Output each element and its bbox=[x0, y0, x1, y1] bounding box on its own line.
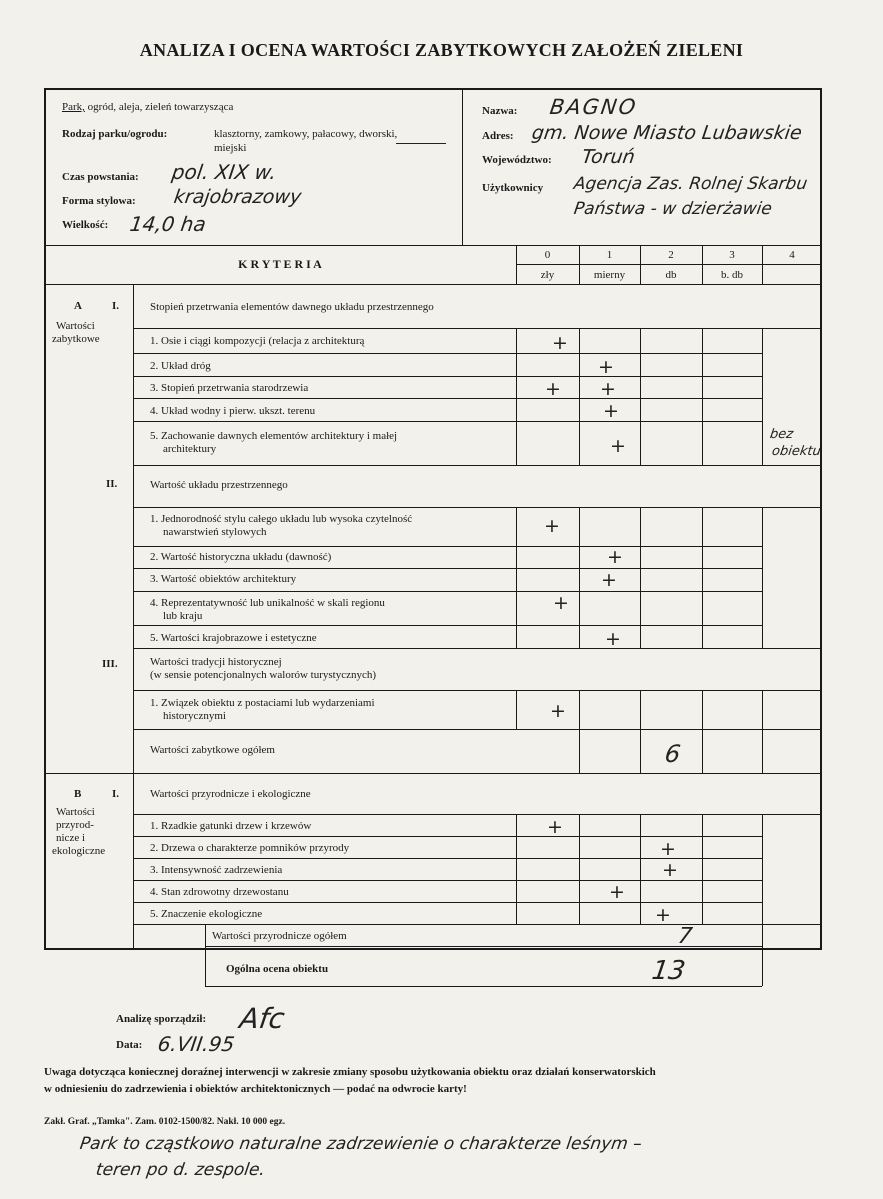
header-bottom-line bbox=[44, 245, 822, 246]
row-b1-1: 1. Rzadkie gatunki drzew i krzewów bbox=[150, 820, 312, 832]
row-a1-1: 1. Osie i ciągi kompozycji (relacja z architekturą bbox=[150, 335, 365, 347]
grid-row-line-a1-4 bbox=[133, 421, 762, 422]
warning-line-2 bbox=[44, 1081, 834, 1098]
section-a-name-1: Wartości bbox=[56, 320, 95, 332]
forma-label: Forma stylowa: bbox=[62, 195, 136, 207]
row-a1-5a: 5. Zachowanie dawnych elementów architektury i małej bbox=[150, 430, 398, 442]
grid-col-a3-2 bbox=[640, 690, 641, 729]
rodzaj-label: Rodzaj parku/ogrodu: bbox=[62, 128, 168, 140]
warning-line-2a: w odniesieniu do zadrzewienia i obiektów architektonicznych — bbox=[44, 1083, 345, 1095]
grid-col-a3-1 bbox=[579, 690, 580, 729]
mark-a2-3: + bbox=[601, 569, 617, 591]
wojewodztwo-value: Toruń bbox=[580, 146, 637, 168]
row-a3-1a: 1. Związek obiektu z postaciami lub wydarzeniami bbox=[150, 697, 375, 709]
grid-row-line-a2-1 bbox=[133, 546, 762, 547]
grid-col-b1-1 bbox=[579, 814, 580, 924]
grid-col-a1-0 bbox=[516, 328, 517, 465]
grade-3-num: 3 bbox=[729, 249, 735, 261]
group-a2-heading: Wartość układu przestrzennego bbox=[150, 479, 288, 491]
grid-col-a3-4 bbox=[762, 690, 763, 729]
grid-col-a1-2 bbox=[640, 328, 641, 465]
criteria-header-bottom bbox=[44, 284, 822, 285]
row-a2-1a: 1. Jednorodność stylu całego układu lub wysoka czytelność bbox=[150, 513, 413, 525]
mark-b1-4: + bbox=[609, 881, 625, 903]
grade-header-mid-line bbox=[516, 264, 822, 265]
row-a2-3: 3. Wartość obiektów architektury bbox=[150, 573, 297, 585]
warning-bold: Uwaga dotycząca koniecznej doraźnej interwencji bbox=[44, 1066, 279, 1078]
row-a2-4b: lub kraju bbox=[163, 610, 203, 622]
grid-row-line-a1-3 bbox=[133, 398, 762, 399]
row-b1-4: 4. Stan zdrowotny drzewostanu bbox=[150, 886, 289, 898]
object-type-line bbox=[62, 101, 233, 114]
section-a-name-2: zabytkowe bbox=[52, 333, 100, 345]
mark-b1-2: + bbox=[660, 838, 676, 860]
row-a1-3: 3. Stopień przetrwania starodrzewia bbox=[150, 382, 309, 394]
grid-row-line-a1-1 bbox=[133, 353, 762, 354]
grid-row-line-b1-4 bbox=[133, 902, 762, 903]
hand-note-2: teren po d. zespole. bbox=[94, 1160, 267, 1180]
warning-line-2b: podać na odwrocie karty! bbox=[346, 1083, 467, 1095]
mark-b1-1: + bbox=[547, 816, 563, 838]
mark-b1-3: + bbox=[662, 859, 678, 881]
grid-overall-right bbox=[762, 946, 763, 986]
grid-col-b1-2 bbox=[640, 814, 641, 924]
section-b-name-3: nicze i bbox=[56, 832, 86, 844]
adres-label: Adres: bbox=[482, 130, 514, 142]
nazwa-value: BAGNO bbox=[548, 95, 639, 119]
grid-col-atot-2 bbox=[640, 729, 641, 773]
forma-value: krajobrazowy bbox=[172, 186, 303, 208]
page-title: ANALIZA I OCENA WARTOŚCI ZABYTKOWYCH ZAŁOŻEŃ ZIELENI bbox=[139, 40, 744, 60]
grid-col-a2-2 bbox=[640, 507, 641, 648]
mark-a3-1: + bbox=[550, 700, 566, 722]
mark-a1-3b: + bbox=[600, 378, 616, 400]
mark-a1-1: + bbox=[552, 332, 568, 354]
hand-note-1: Park to cząstkowo naturalne zadrzewienie o charakterze leśnym – bbox=[78, 1134, 644, 1154]
grade-0-num: 0 bbox=[544, 249, 551, 261]
mark-a1-3a: + bbox=[545, 378, 561, 400]
warning-rest: w zakresie zmiany sposobu użytkowania obiektu oraz działań konserwatorskich bbox=[281, 1066, 656, 1078]
grid-col-a3-3 bbox=[702, 690, 703, 729]
grid-line-b1-heading-bottom bbox=[133, 814, 822, 815]
mark-a2-1: + bbox=[544, 515, 560, 537]
a-total-value: 6 bbox=[663, 740, 683, 768]
mark-a1-4: + bbox=[603, 400, 619, 422]
section-a-roman: I. bbox=[112, 300, 120, 312]
mark-a2-4: + bbox=[553, 592, 569, 614]
grade-2-label: db bbox=[665, 269, 677, 281]
grid-col-b1-0 bbox=[516, 814, 517, 924]
row-a2-2: 2. Wartość historyczna układu (dawność) bbox=[150, 551, 332, 563]
uzytkownicy-label: Użytkownicy bbox=[482, 182, 544, 194]
grade-1-num: 1 bbox=[606, 249, 613, 261]
row-a1-4: 4. Układ wodny i pierw. ukszt. terenu bbox=[150, 405, 316, 417]
grid-col-a1-3 bbox=[702, 328, 703, 465]
czas-value: pol. XIX w. bbox=[170, 160, 278, 184]
grid-overall-bottom bbox=[205, 986, 762, 987]
grid-col-a2-3 bbox=[702, 507, 703, 648]
grade-1-label: mierny bbox=[593, 269, 626, 281]
row-b1-5: 5. Znaczenie ekologiczne bbox=[150, 908, 263, 920]
warning-line-1 bbox=[44, 1064, 834, 1081]
grade-4-num: 4 bbox=[789, 249, 795, 261]
group-a3-heading-1: Wartości tradycji historycznej bbox=[150, 656, 282, 668]
row-a-total: Wartości zabytkowe ogółem bbox=[150, 744, 275, 756]
grid-block-bottom-b1 bbox=[133, 924, 822, 925]
header-divider bbox=[462, 88, 463, 245]
grid-col-atot-3 bbox=[702, 729, 703, 773]
dworski-underline bbox=[396, 143, 446, 144]
grid-col-a2-0 bbox=[516, 507, 517, 648]
section-b-name-1: Wartości bbox=[56, 806, 95, 818]
b-total-value: 7 bbox=[676, 924, 694, 949]
mark-a2-2: + bbox=[607, 546, 623, 568]
row-a1-2: 2. Układ dróg bbox=[150, 360, 211, 372]
rodzaj-options-2: miejski bbox=[214, 142, 247, 154]
overall-value: 13 bbox=[649, 956, 688, 986]
row-overall: Ogólna ocena obiektu bbox=[226, 963, 329, 975]
date-value: 6.VII.95 bbox=[156, 1032, 237, 1056]
wojewodztwo-label: Województwo: bbox=[482, 154, 552, 166]
section-col-line bbox=[133, 284, 134, 949]
grid-line-a2-heading-bottom bbox=[133, 507, 822, 508]
analyst-signature: Afc bbox=[237, 1002, 287, 1035]
czas-label: Czas powstania: bbox=[62, 171, 139, 183]
grid-row-line-a2-3 bbox=[133, 591, 762, 592]
grid-col-b1-3 bbox=[702, 814, 703, 924]
group-a3-heading-2: (w sensie potencjonalnych walorów turystycznych) bbox=[150, 669, 377, 681]
uzytkownicy-value-2: Państwa - w dzierżawie bbox=[572, 199, 774, 219]
grid-col-a2-4 bbox=[762, 507, 763, 648]
grid-overall-left bbox=[205, 946, 206, 986]
group-b1-heading: Wartości przyrodnicze i ekologiczne bbox=[150, 788, 311, 800]
grid-col-a2-1 bbox=[579, 507, 580, 648]
grade-2-num: 2 bbox=[668, 249, 674, 261]
section-a-letter: A bbox=[74, 300, 82, 312]
uzytkownicy-value-1: Agencja Zas. Rolnej Skarbu bbox=[572, 174, 809, 194]
section-b-name-4: ekologiczne bbox=[52, 845, 106, 857]
side-note-1: bez bbox=[768, 427, 795, 442]
grid-block-bottom-a3 bbox=[133, 729, 822, 730]
row-b1-3: 3. Intensywność zadrzewienia bbox=[150, 864, 283, 876]
grid-block-bottom-a1 bbox=[133, 465, 822, 466]
grid-block-bottom-atot bbox=[133, 773, 822, 774]
park-option: Park, bbox=[62, 101, 85, 113]
mark-a2-5: + bbox=[605, 628, 621, 650]
wielkosc-value: 14,0 ha bbox=[128, 212, 208, 236]
wielkosc-label: Wielkość: bbox=[62, 219, 109, 231]
mark-a1-5: + bbox=[610, 435, 626, 457]
grid-line-a3-heading-bottom bbox=[133, 690, 822, 691]
grid-col-atot-4 bbox=[762, 729, 763, 773]
nazwa-label: Nazwa: bbox=[482, 105, 518, 117]
grid-line-a1-heading-bottom bbox=[133, 328, 822, 329]
grid-block-bottom-a2 bbox=[133, 648, 822, 649]
date-label: Data: bbox=[116, 1039, 143, 1051]
row-a2-5: 5. Wartości krajobrazowe i estetyczne bbox=[150, 632, 317, 644]
analyst-label: Analizę sporządził: bbox=[116, 1013, 207, 1025]
grid-row-line-a2-4 bbox=[133, 625, 762, 626]
printer-info: Zakł. Graf. „Tamka". Zam. 0102-1500/82. Nakł. 10 000 egz. bbox=[44, 1117, 286, 1127]
row-a1-5b: architektury bbox=[163, 443, 217, 455]
grid-col-a1-1 bbox=[579, 328, 580, 465]
section-a3-roman: III. bbox=[102, 658, 118, 670]
type-options: ogród, aleja, zieleń towarzysząca bbox=[87, 101, 234, 113]
criteria-header: K R Y T E R I A bbox=[238, 257, 322, 271]
section-b-name-2: przyrod- bbox=[56, 819, 94, 831]
row-a3-1b: historycznymi bbox=[163, 710, 226, 722]
rodzaj-options: klasztorny, zamkowy, pałacowy, dworski, bbox=[214, 128, 398, 140]
side-note-2: obiektu bbox=[770, 444, 822, 459]
grid-row-line-a1-2 bbox=[133, 376, 762, 377]
section-b-roman: I. bbox=[112, 788, 120, 800]
grid-col-a1-4 bbox=[762, 328, 763, 465]
section-a2-roman: II. bbox=[106, 478, 118, 490]
grade-0-label: zły bbox=[540, 269, 555, 281]
warning-note bbox=[44, 1064, 834, 1098]
grid-row-line-b1-1 bbox=[133, 836, 762, 837]
row-b1-2: 2. Drzewa o charakterze pomników przyrody bbox=[150, 842, 350, 854]
mark-a1-2: + bbox=[598, 356, 614, 378]
row-a2-4a: 4. Reprezentatywność lub unikalność w skali regionu bbox=[150, 597, 385, 609]
section-b-letter: B bbox=[74, 788, 82, 800]
grid-row-line-a2-2 bbox=[133, 568, 762, 569]
mark-b1-5: + bbox=[655, 904, 671, 926]
grade-3-label: b. db bbox=[721, 269, 743, 281]
row-a2-1b: nawarstwień stylowych bbox=[163, 526, 267, 538]
group-a1-heading: Stopień przetrwania elementów dawnego układu przestrzennego bbox=[150, 301, 434, 313]
adres-value: gm. Nowe Miasto Lubawskie bbox=[530, 122, 804, 144]
grid-col-atot-1 bbox=[579, 729, 580, 773]
row-b-total: Wartości przyrodnicze ogółem bbox=[212, 930, 347, 942]
grid-col-b1-4 bbox=[762, 814, 763, 924]
grid-col-a3-0 bbox=[516, 690, 517, 729]
